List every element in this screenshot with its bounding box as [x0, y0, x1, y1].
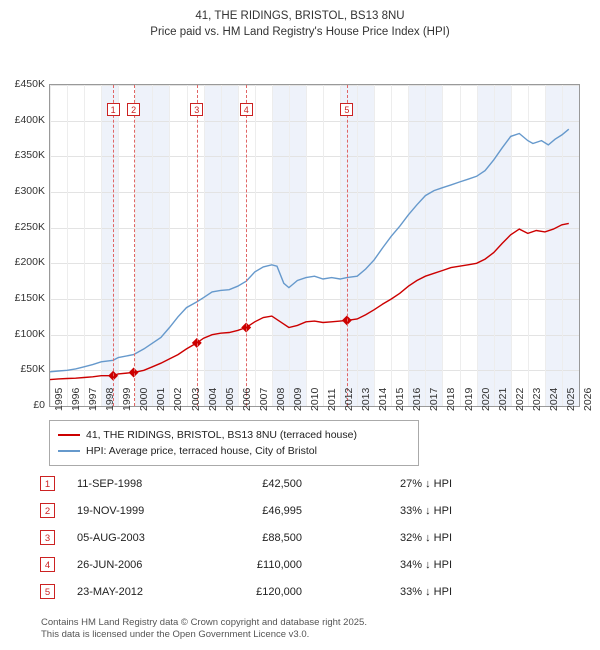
row-price: £88,500	[262, 531, 302, 544]
x-axis-tick-label: 2003	[189, 387, 202, 411]
sale-marker-line	[347, 85, 349, 406]
legend-label-hpi: HPI: Average price, terraced house, City of Bristol	[86, 445, 317, 457]
title-line-1: 41, THE RIDINGS, BRISTOL, BS13 8NU	[195, 10, 405, 22]
sale-marker-badge: 2	[127, 103, 140, 116]
row-number-badge: 3	[40, 530, 55, 545]
series-lines	[50, 85, 579, 406]
x-axis-tick-label: 2021	[496, 387, 509, 411]
y-axis-tick-label: £100K	[14, 327, 45, 340]
row-hpi-delta: 33% ↓ HPI	[400, 504, 452, 517]
sale-marker-badge: 3	[190, 103, 203, 116]
y-axis-tick-label: £250K	[14, 220, 45, 233]
x-axis-tick-label: 2011	[326, 388, 339, 411]
table-row	[40, 497, 560, 524]
x-axis-tick-label: 2001	[155, 387, 168, 411]
x-axis-tick-label: 2024	[547, 387, 560, 411]
legend-item-1	[58, 443, 410, 459]
row-hpi-delta: 27% ↓ HPI	[400, 477, 452, 490]
x-axis-tick-label: 2012	[343, 387, 356, 411]
x-axis-tick-label: 2020	[479, 387, 492, 411]
y-axis-tick-label: £300K	[14, 185, 45, 197]
sale-marker-line	[134, 85, 136, 406]
x-axis-tick-label: 2017	[428, 387, 441, 411]
row-number-badge: 2	[40, 503, 55, 518]
gridline-vertical	[579, 85, 580, 406]
x-axis-tick-label: 2013	[360, 387, 373, 411]
row-date: 05-AUG-2003	[77, 531, 145, 544]
row-price: £110,000	[256, 558, 302, 571]
sale-marker-badge: 1	[107, 103, 120, 116]
y-axis-tick-label: £450K	[14, 78, 45, 90]
x-axis-tick-label: 2018	[445, 387, 458, 411]
x-axis-tick-label: 1996	[70, 387, 83, 411]
sale-marker-badge: 4	[240, 103, 253, 116]
x-axis-tick-label: 1999	[121, 387, 134, 411]
row-date: 26-JUN-2006	[77, 558, 143, 571]
x-axis-tick-label: 2009	[291, 387, 304, 411]
y-axis-tick-label: £50K	[20, 363, 45, 376]
x-axis-tick-label: 2019	[462, 387, 475, 411]
sale-marker-line	[113, 85, 115, 406]
chart-legend	[49, 420, 419, 466]
row-date: 23-MAY-2012	[77, 585, 144, 598]
x-axis-tick-label: 2023	[530, 387, 543, 411]
y-axis-tick-label: £200K	[14, 256, 45, 269]
row-number-badge: 5	[40, 584, 55, 599]
x-axis-tick-label: 2005	[223, 387, 236, 411]
table-row	[40, 551, 560, 578]
x-axis-tick-label: 2015	[394, 387, 407, 411]
legend-swatch-hpi	[58, 450, 80, 452]
chart-area	[0, 40, 600, 411]
sale-marker-badge: 5	[340, 103, 353, 116]
legend-item-0	[58, 427, 410, 443]
x-axis-tick-label: 1998	[104, 387, 117, 411]
x-axis-tick-label: 2006	[240, 387, 253, 411]
x-axis-tick-label: 2025	[564, 387, 577, 411]
row-hpi-delta: 33% ↓ HPI	[400, 585, 452, 598]
sale-marker-line	[197, 85, 199, 406]
footer	[41, 617, 367, 641]
plot-area	[49, 84, 580, 407]
table-row	[40, 470, 560, 497]
table-row	[40, 578, 560, 605]
row-price: £46,995	[262, 504, 302, 517]
y-axis-tick-label: £400K	[14, 113, 45, 126]
sales-table	[40, 470, 560, 605]
row-hpi-delta: 32% ↓ HPI	[400, 531, 452, 544]
y-axis-tick-label: £150K	[14, 292, 45, 304]
row-number-badge: 1	[40, 476, 55, 491]
page-title	[0, 0, 600, 40]
y-axis-tick-label: £0	[33, 399, 45, 411]
x-axis-tick-label: 2000	[138, 387, 151, 411]
row-number-badge: 4	[40, 557, 55, 572]
row-date: 11-SEP-1998	[77, 477, 143, 490]
legend-label-price-paid: 41, THE RIDINGS, BRISTOL, BS13 8NU (terraced house)	[86, 429, 357, 441]
row-price: £120,000	[256, 585, 302, 598]
x-axis-tick-label: 2010	[308, 387, 321, 411]
row-hpi-delta: 34% ↓ HPI	[400, 558, 452, 571]
x-axis-tick-label: 1995	[53, 387, 65, 411]
x-axis-tick-label: 2016	[411, 387, 424, 411]
x-axis-tick-label: 2004	[206, 387, 219, 411]
legend-swatch-price-paid	[58, 434, 80, 436]
x-axis-tick-label: 2026	[582, 387, 594, 411]
row-date: 19-NOV-1999	[77, 504, 145, 517]
table-row	[40, 524, 560, 551]
x-axis-tick-label: 2002	[172, 387, 185, 411]
footer-line-1: Contains HM Land Registry data © Crown copyright and database right 2025.	[41, 617, 367, 628]
row-price: £42,500	[262, 477, 302, 490]
y-axis-tick-label: £350K	[14, 149, 45, 162]
title-line-2: Price paid vs. HM Land Registry's House Price Index (HPI)	[150, 26, 450, 38]
x-axis-tick-label: 2007	[257, 387, 270, 411]
x-axis-tick-label: 2008	[274, 387, 287, 411]
x-axis-tick-label: 1997	[87, 387, 100, 411]
x-axis-tick-label: 2014	[377, 387, 390, 411]
y-axis-labels	[0, 40, 49, 440]
sale-marker-line	[246, 85, 248, 406]
footer-line-2: This data is licensed under the Open Government Licence v3.0.	[41, 629, 310, 640]
x-axis-tick-label: 2022	[513, 387, 526, 411]
